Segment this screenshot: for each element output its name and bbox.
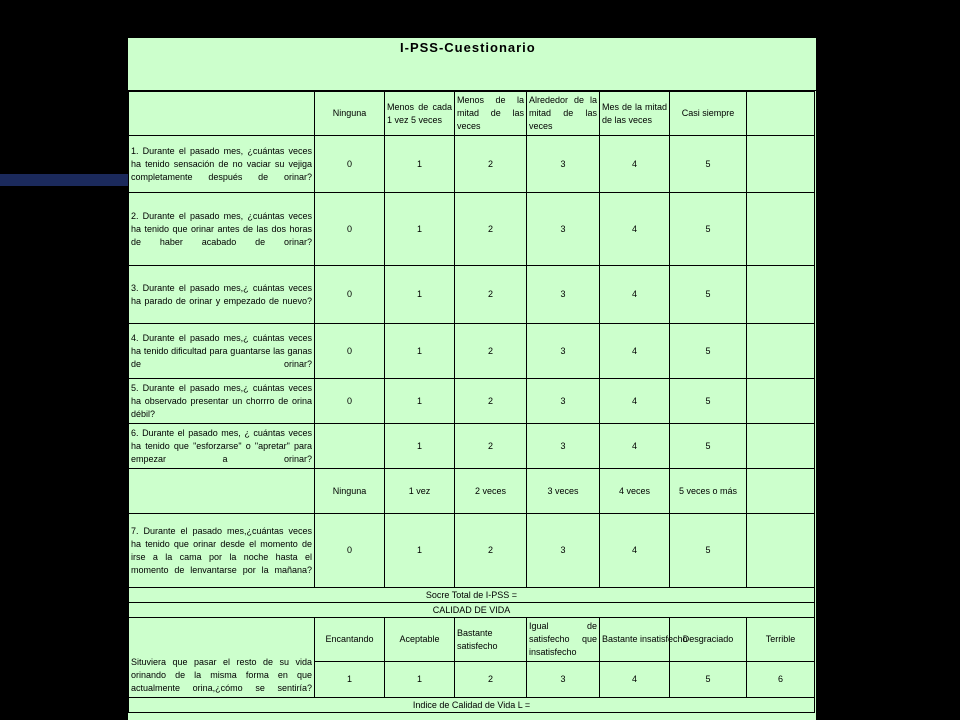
qol-header-cell: Terrible: [747, 618, 815, 662]
question-text: 6. Durante el pasado mes, ¿ cuántas veces ha tenido que "esforzarse" o "apretar" para empezar a orinar?: [129, 424, 315, 469]
score-cell: 1: [385, 424, 455, 469]
qol-header-cell: Aceptable: [385, 618, 455, 662]
page-title: I-PSS-Cuestionario: [400, 40, 536, 55]
score-cell: 5: [670, 136, 747, 193]
total-score-label: Socre Total de I-PSS =: [129, 588, 815, 603]
question-row: [129, 424, 815, 469]
frequency-header-row: [129, 92, 815, 136]
qol-title-row: [129, 603, 815, 618]
qol-score-cell: 6: [747, 662, 815, 698]
slide-accent-bar: [0, 174, 128, 186]
qol-header-cell: Igual de satisfecho que insatisfecho: [527, 618, 600, 662]
score-cell: 2: [455, 379, 527, 424]
score-cell: 2: [455, 193, 527, 266]
score-cell: 1: [385, 136, 455, 193]
header-cell: Mes de la mitad de las veces: [600, 92, 670, 136]
header-blank-cell: [747, 92, 815, 136]
question-row: [129, 266, 815, 324]
qol-index-label: Indice de Calidad de Vida L =: [129, 698, 815, 713]
ipss-table: [128, 91, 815, 713]
score-cell: 0: [315, 136, 385, 193]
question-row: [129, 324, 815, 379]
header-cell: 4 veces: [600, 469, 670, 514]
score-cell: 5: [670, 324, 747, 379]
score-cell: 5: [670, 379, 747, 424]
header-blank-cell: [129, 92, 315, 136]
score-cell: 4: [600, 193, 670, 266]
qol-score-cell: 1: [385, 662, 455, 698]
score-cell: 0: [315, 266, 385, 324]
header-cell: 2 veces: [455, 469, 527, 514]
header-blank-cell: [747, 469, 815, 514]
questionnaire-sheet: [128, 38, 816, 720]
score-cell: 5: [670, 514, 747, 588]
question-text: 2. Durante el pasado mes, ¿cuántas veces ha tenido que orinar antes de las dos horas de haber acabado de orinar?: [129, 193, 315, 266]
qol-header-cell: Desgraciado: [670, 618, 747, 662]
score-cell: 3: [527, 324, 600, 379]
header-cell: 5 veces o más: [670, 469, 747, 514]
title-row: [128, 38, 816, 91]
question-text: 5. Durante el pasado mes,¿ cuántas veces ha observado presentar un chorrro de orina débil?: [129, 379, 315, 424]
qol-header-cell: Bastante insatisfecho: [600, 618, 670, 662]
score-cell: 2: [455, 266, 527, 324]
score-cell: 4: [600, 136, 670, 193]
score-cell: 4: [600, 379, 670, 424]
score-cell: 1: [385, 193, 455, 266]
header-cell: 1 vez: [385, 469, 455, 514]
qol-score-cell: 5: [670, 662, 747, 698]
score-cell: 5: [670, 424, 747, 469]
qol-score-cell: 3: [527, 662, 600, 698]
blank-cell: [747, 379, 815, 424]
question-row: [129, 136, 815, 193]
score-cell: 3: [527, 136, 600, 193]
score-cell: [315, 424, 385, 469]
score-cell: 4: [600, 514, 670, 588]
score-cell: 0: [315, 193, 385, 266]
blank-cell: [747, 514, 815, 588]
qol-index-row: [129, 698, 815, 713]
blank-cell: [747, 136, 815, 193]
score-cell: 2: [455, 514, 527, 588]
score-cell: 4: [600, 266, 670, 324]
qol-title: CALIDAD DE VIDA: [129, 603, 815, 618]
score-cell: 4: [600, 324, 670, 379]
score-cell: 3: [527, 266, 600, 324]
score-cell: 3: [527, 514, 600, 588]
score-cell: 3: [527, 193, 600, 266]
score-cell: 2: [455, 324, 527, 379]
question-row: [129, 514, 815, 588]
score-cell: 1: [385, 324, 455, 379]
question-row: [129, 379, 815, 424]
question-text: 4. Durante el pasado mes,¿ cuántas veces ha tenido dificultad para guantarse las ganas de orinar?: [129, 324, 315, 379]
score-cell: 0: [315, 324, 385, 379]
score-cell: 1: [385, 266, 455, 324]
count-header-row: [129, 469, 815, 514]
blank-cell: [747, 324, 815, 379]
question-text: 7. Durante el pasado mes,¿cuántas veces ha tenido que orinar desde el momento de irse a la cama por la noche hasta el momento de lenvantarse por la mañana?: [129, 514, 315, 588]
qol-header-row: [129, 618, 815, 662]
question-text: 1. Durante el pasado mes, ¿cuántas veces ha tenido sensación de no vaciar su vejiga completamente después de orinar?: [129, 136, 315, 193]
header-cell: 3 veces: [527, 469, 600, 514]
qol-header-cell: Encantando: [315, 618, 385, 662]
score-cell: 3: [527, 424, 600, 469]
blank-cell: [747, 266, 815, 324]
qol-score-cell: 1: [315, 662, 385, 698]
score-cell: 5: [670, 193, 747, 266]
total-row: [129, 588, 815, 603]
header-blank-cell: [129, 469, 315, 514]
header-cell: Menos de cada 1 vez 5 veces: [385, 92, 455, 136]
score-cell: 2: [455, 424, 527, 469]
score-cell: 1: [385, 379, 455, 424]
score-cell: 4: [600, 424, 670, 469]
qol-score-cell: 2: [455, 662, 527, 698]
header-cell: Alrededor de la mitad de las veces: [527, 92, 600, 136]
header-cell: Casi siempre: [670, 92, 747, 136]
score-cell: 3: [527, 379, 600, 424]
blank-cell: [747, 193, 815, 266]
qol-question-text: Situviera que pasar el resto de su vida orinando de la misma forma en que actualmente orina,¿cómo se sentiría?: [129, 618, 315, 698]
question-text: 3. Durante el pasado mes,¿ cuántas veces ha parado de orinar y empezado de nuevo?: [129, 266, 315, 324]
qol-header-cell: Bastante satisfecho: [455, 618, 527, 662]
header-cell: Ninguna: [315, 469, 385, 514]
header-cell: Menos de la mitad de las veces: [455, 92, 527, 136]
qol-score-cell: 4: [600, 662, 670, 698]
score-cell: 5: [670, 266, 747, 324]
header-cell: Ninguna: [315, 92, 385, 136]
score-cell: 0: [315, 514, 385, 588]
score-cell: 1: [385, 514, 455, 588]
question-row: [129, 193, 815, 266]
score-cell: 0: [315, 379, 385, 424]
score-cell: 2: [455, 136, 527, 193]
blank-cell: [747, 424, 815, 469]
